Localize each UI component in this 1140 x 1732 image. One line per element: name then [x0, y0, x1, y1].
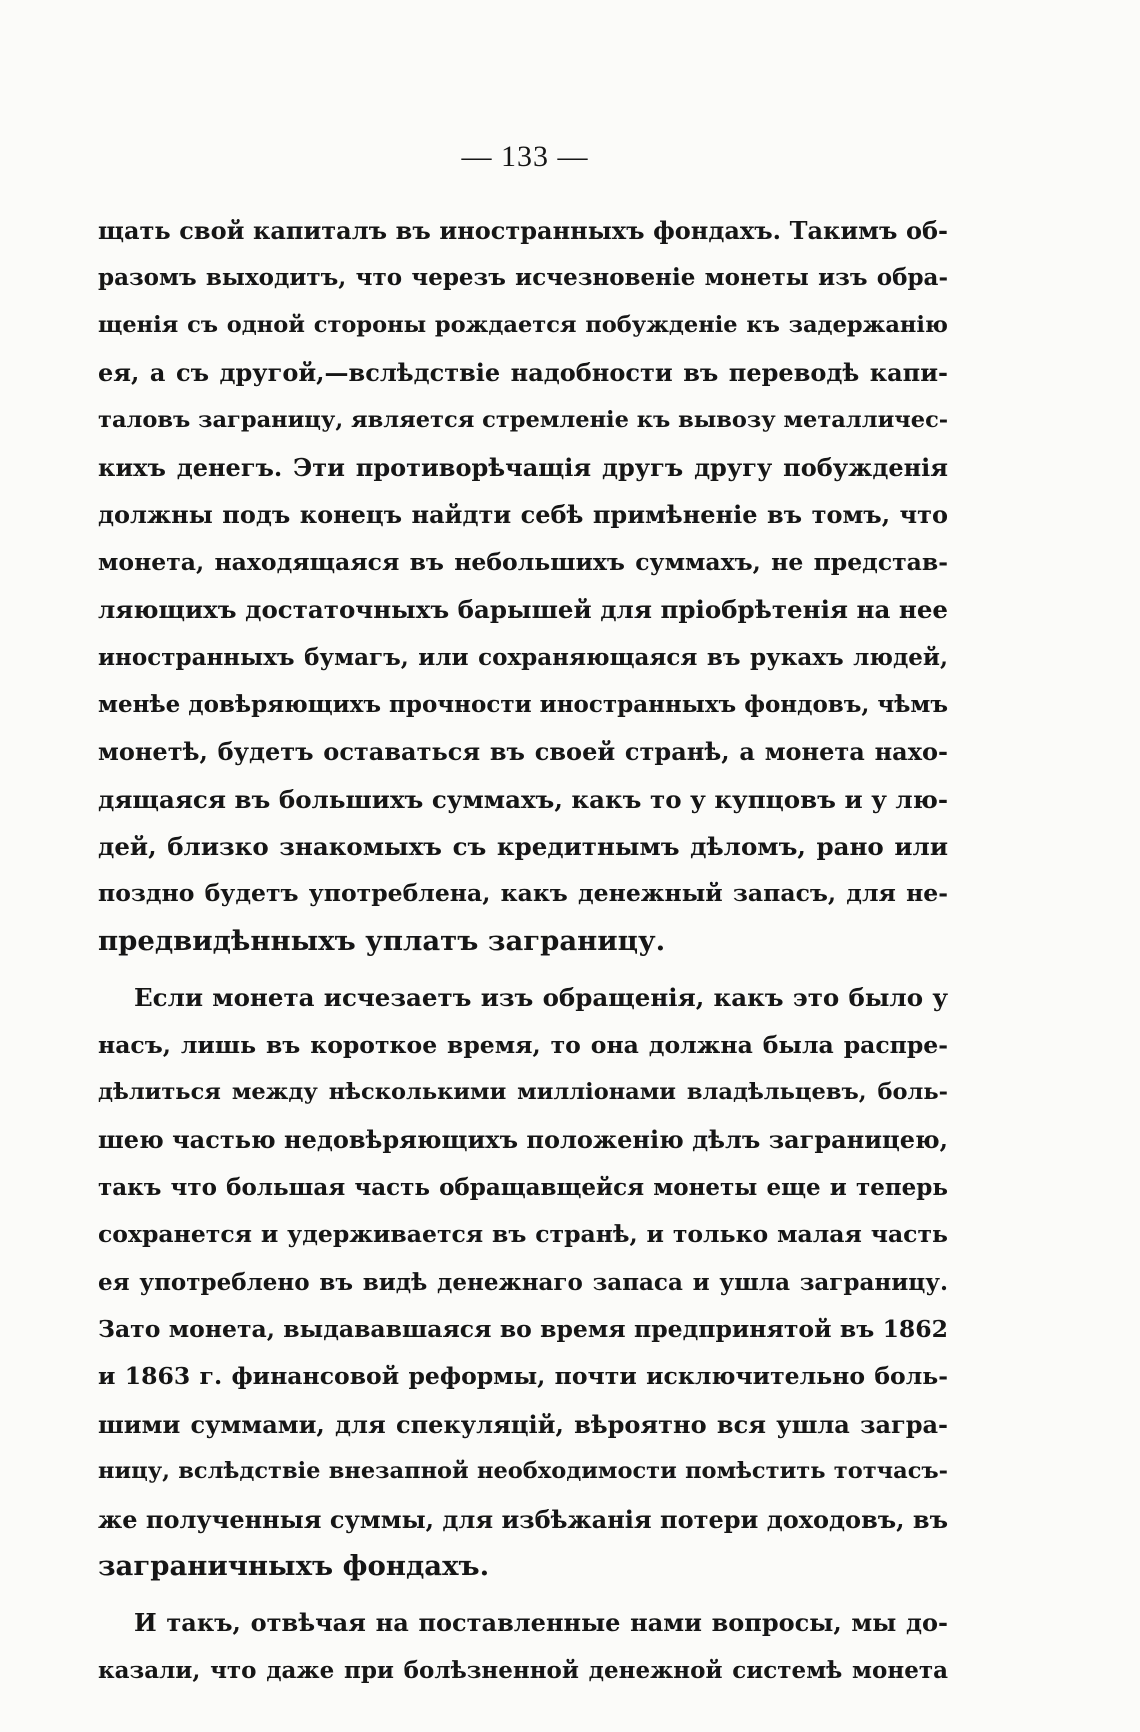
text-line: предвидѣнныхъ уплатъ заграницу.	[98, 924, 666, 957]
text-line: кихъ денегъ. Эти противорѣчащія другъ другу побужденія	[98, 452, 948, 482]
text-line: казали, что даже при болѣзненной денежной системѣ монета	[98, 1656, 948, 1684]
paragraph-2	[98, 974, 948, 1590]
paragraph-1	[98, 207, 948, 965]
text-line: ея употреблено въ видѣ денежнаго запаса и ушла заграницу.	[98, 1268, 948, 1296]
text-line: же полученныя суммы, для избѣжанія потери доходовъ, въ	[98, 1504, 948, 1534]
text-line: дѣлиться между нѣсколькими милліонами владѣльцевъ, боль-	[98, 1079, 948, 1106]
text-line: Зато монета, выдававшаяся во время предпринятой въ 1862	[98, 1314, 948, 1343]
text-line: щенія съ одной стороны рождается побужденіе къ задержанію	[98, 311, 948, 338]
text-line: такъ что большая часть обращавщейся монеты еще и теперь	[98, 1173, 948, 1201]
page-number: — 133 —	[461, 140, 589, 173]
text-line: ея, а съ другой,—вслѣдствіе надобности въ переводѣ капи-	[98, 358, 948, 388]
body-text	[98, 207, 948, 1694]
text-line: дей, близко знакомыхъ съ кредитнымъ дѣломъ, рано или	[98, 832, 948, 862]
text-line: монетѣ, будетъ оставаться въ своей странѣ, а монета нахо-	[98, 737, 948, 767]
text-line: разомъ выходитъ, что черезъ исчезновеніе монеты изъ обра-	[98, 264, 948, 292]
text-line: должны подъ конецъ найдти себѣ примѣненіе въ томъ, что	[98, 500, 948, 530]
text-line: ницу, вслѣдствіе внезапной необходимости помѣстить тотчасъ-	[98, 1458, 948, 1485]
text-line: шею частью недовѣряющихъ положенію дѣлъ заграницею,	[98, 1125, 948, 1155]
text-line: менѣе довѣряющихъ прочности иностранныхъ фондовъ, чѣмъ	[98, 690, 949, 718]
text-line: шими суммами, для спекуляцій, вѣроятно вся ушла загра-	[98, 1409, 948, 1439]
text-line: щать свой капиталъ въ иностранныхъ фондахъ. Такимъ об-	[98, 216, 948, 245]
text-line: монета, находящаяся въ небольшихъ суммахъ, не представ-	[98, 547, 948, 576]
text-line: сохранется и удерживается въ странѣ, и только малая часть	[98, 1220, 948, 1249]
text-line: Если монета исчезаетъ изъ обращенія, какъ это было у	[134, 983, 948, 1013]
text-line: ляющихъ достаточныхъ барышей для пріобрѣтенія на нее	[98, 595, 948, 625]
paragraph-3	[98, 1599, 948, 1694]
text-line: дящаяся въ большихъ суммахъ, какъ то у купцовъ и у лю-	[98, 784, 948, 814]
text-line: иностранныхъ бумагъ, или сохраняющаяся въ рукахъ людей,	[98, 643, 948, 671]
text-line: поздно будетъ употреблена, какъ денежный запасъ, для не-	[98, 879, 948, 908]
text-line: насъ, лишь въ короткое время, то она должна была распре-	[98, 1030, 948, 1059]
text-line: и 1863 г. финансовой реформы, почти исключительно боль-	[98, 1362, 948, 1391]
text-line: заграничныхъ фондахъ.	[98, 1549, 490, 1582]
text-line: И такъ, отвѣчая на поставленные нами вопросы, мы до-	[134, 1608, 948, 1638]
text-line: таловъ заграницу, является стремленіе къ вывозу металличес-	[98, 406, 949, 433]
